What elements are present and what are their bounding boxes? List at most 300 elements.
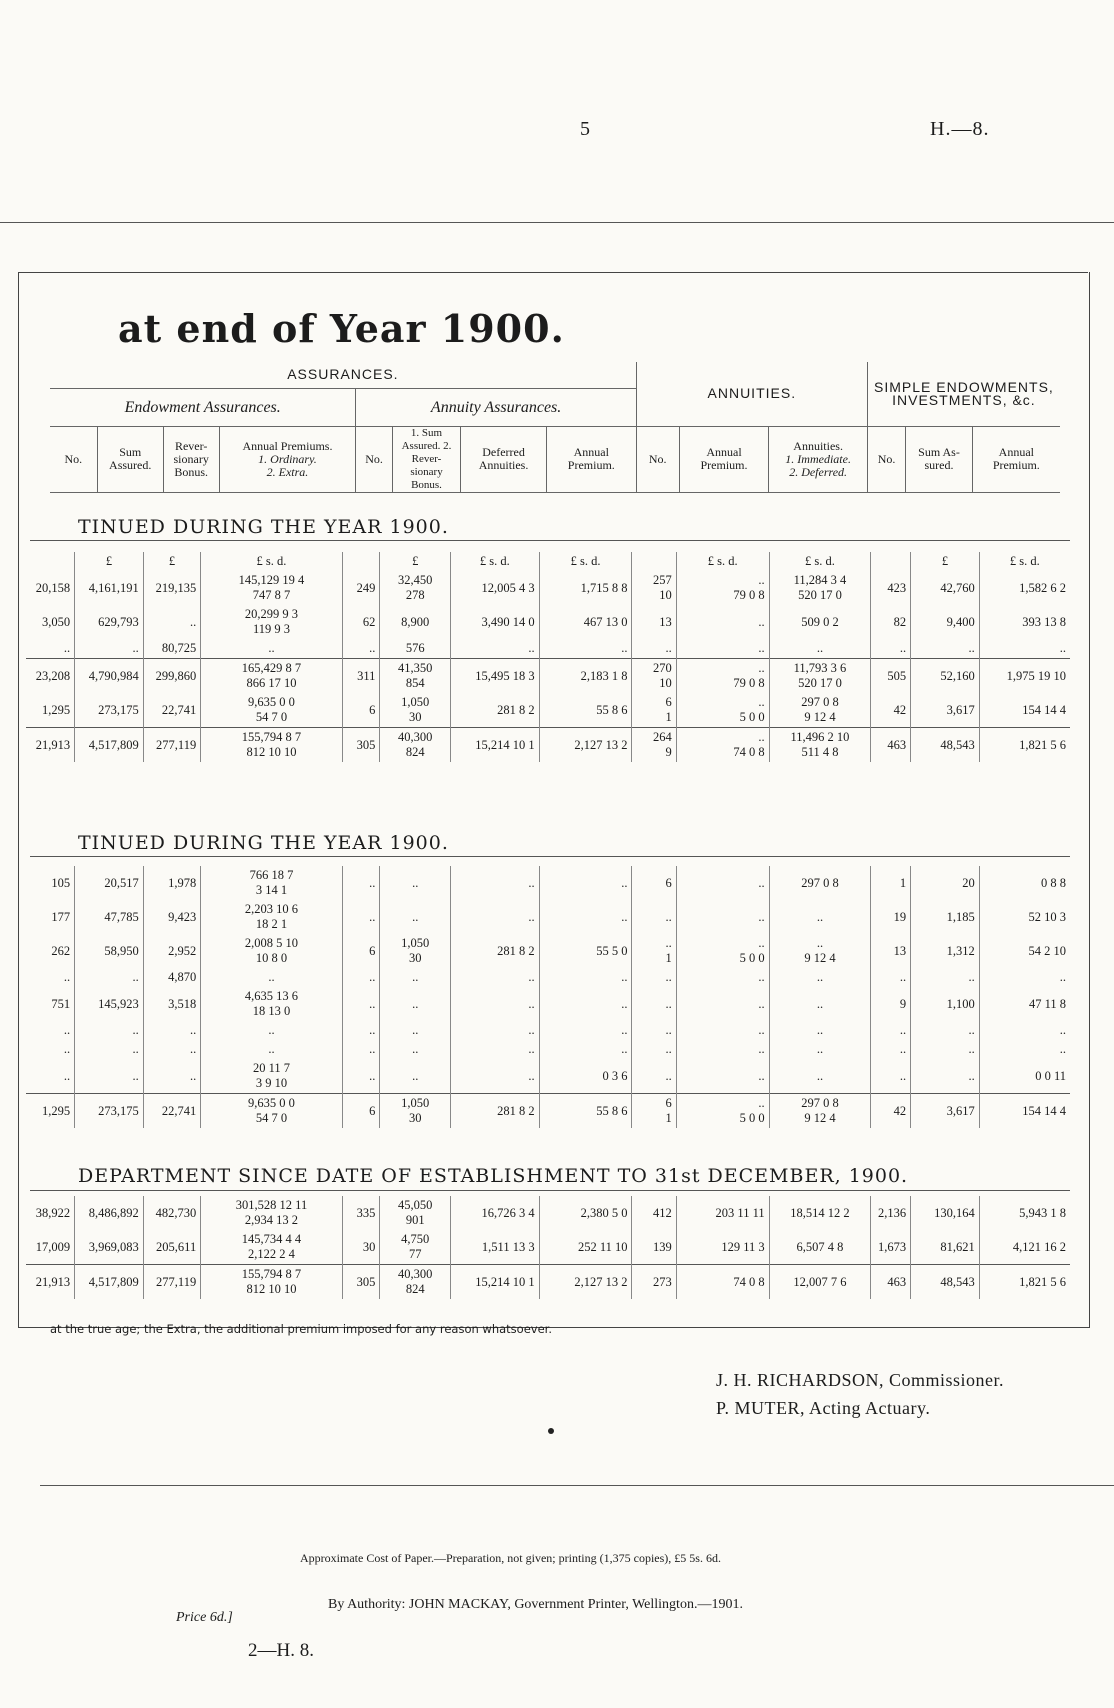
table-cell: .. xyxy=(871,1059,911,1094)
table-cell: .. xyxy=(451,866,539,900)
table-row xyxy=(26,968,1070,987)
table-cell: .. xyxy=(676,900,769,934)
table-cell: 20,158 xyxy=(35,580,71,595)
col-reversionary-bonus: Rever- sionary Bonus. xyxy=(163,426,219,492)
table-cell: .. xyxy=(539,987,632,1021)
table-row xyxy=(26,1059,1070,1094)
col-deferred-label: 2. Deferred. xyxy=(789,464,848,479)
table-cell: 299,860 xyxy=(143,659,201,694)
table-cell: 393 13 8 xyxy=(979,605,1070,639)
table-cell: 4,161,191 xyxy=(75,571,144,605)
table-cell: 1,582 6 2 xyxy=(979,571,1070,605)
section-heading-1: TINUED DURING THE YEAR 1900. xyxy=(78,516,449,538)
table-section-2 xyxy=(26,866,1070,1128)
table-cell: 0 8 8 xyxy=(979,866,1070,900)
table-cell: 105 xyxy=(51,875,71,890)
table-cell: 4,121 16 2 xyxy=(979,1230,1070,1265)
table-row xyxy=(26,693,1070,728)
col-immediate-label: 1. Immediate. xyxy=(785,451,851,466)
table-cell: 15,495 18 3 xyxy=(451,659,539,694)
table-cell: 21,913 xyxy=(26,728,75,763)
unit-cell: £ s. d. xyxy=(451,552,539,571)
table-cell: 2,380 5 0 xyxy=(539,1196,632,1230)
table-cell: .. xyxy=(342,987,380,1021)
table-cell: .. xyxy=(676,968,769,987)
table-cell: 423 xyxy=(871,571,911,605)
table-cell: .. xyxy=(75,968,144,987)
table-cell: 2,127 13 2 xyxy=(539,728,632,763)
table-cell: 9,635 0 0 54 7 0 xyxy=(201,1094,343,1129)
table-cell: 1,821 5 6 xyxy=(979,728,1070,763)
table-cell: 297 0 8 9 12 4 xyxy=(769,1094,871,1129)
unit-cell xyxy=(26,552,75,571)
table-cell: 48,543 xyxy=(911,1265,980,1300)
table-cell: 12,007 7 6 xyxy=(769,1265,871,1300)
table-cell: 751 xyxy=(51,996,71,1011)
table-cell: 1,715 8 8 xyxy=(539,571,632,605)
table-cell: 52,160 xyxy=(911,659,980,694)
table-cell: 4,517,809 xyxy=(75,1265,144,1300)
table-cell: 9,635 0 0 54 7 0 xyxy=(201,693,343,728)
unit-cell: £ s. d. xyxy=(769,552,871,571)
table-cell: .. xyxy=(342,968,380,987)
table-row xyxy=(26,1021,1070,1040)
table-cell: 1,050 30 xyxy=(380,1094,451,1129)
table-cell: 55 5 0 xyxy=(539,934,632,968)
table-cell: 11,793 3 6 520 17 0 xyxy=(769,659,871,694)
table-cell: 17,009 xyxy=(35,1239,71,1254)
section-2-rule xyxy=(30,856,1070,857)
table-cell: .. 5 0 0 xyxy=(676,934,769,968)
table-cell: .. xyxy=(911,1040,980,1059)
table-cell: 40,300 824 xyxy=(380,728,451,763)
table-cell: 155,794 8 7 812 10 10 xyxy=(201,728,343,763)
table-cell: 1,673 xyxy=(871,1230,911,1265)
table-row xyxy=(26,1094,1070,1129)
table-cell: 1,295 xyxy=(26,1094,75,1129)
table-cell: .. xyxy=(380,1040,451,1059)
table-cell: 467 13 0 xyxy=(539,605,632,639)
table-cell: 281 8 2 xyxy=(451,693,539,728)
sheet-number: 2—H. 8. xyxy=(248,1640,314,1661)
table-cell: .. xyxy=(979,968,1070,987)
table-cell: .. xyxy=(451,1040,539,1059)
table-cell: 2,952 xyxy=(143,934,201,968)
table-cell: 6 xyxy=(632,866,676,900)
table-cell: .. xyxy=(539,900,632,934)
simple-endowments-header: SIMPLE ENDOWMENTS, INVESTMENTS, &c. xyxy=(867,362,1060,426)
table-cell: 145,129 19 4 747 8 7 xyxy=(201,571,343,605)
table-cell: 145,734 4 4 2,122 2 4 xyxy=(201,1230,343,1265)
table-cell: 305 xyxy=(342,1265,380,1300)
table-cell: .. xyxy=(632,900,676,934)
table-cell: 203 11 11 xyxy=(676,1196,769,1230)
table-cell: .. xyxy=(979,1040,1070,1059)
table-row xyxy=(26,728,1070,763)
table-cell: .. xyxy=(632,1021,676,1040)
assurances-header: ASSURANCES. xyxy=(50,362,636,388)
table-cell: 23,208 xyxy=(26,659,75,694)
table-row xyxy=(26,605,1070,639)
table-cell: .. xyxy=(769,968,871,987)
table-cell: .. xyxy=(632,1040,676,1059)
table-cell: .. xyxy=(871,1040,911,1059)
table-cell: .. 79 0 8 xyxy=(676,659,769,694)
col-no-3: No. xyxy=(636,426,679,492)
table-cell: 6 1 xyxy=(632,693,676,728)
table-row xyxy=(26,866,1070,900)
table-cell: 154 14 4 xyxy=(979,1094,1070,1129)
table-cell: .. xyxy=(75,1040,144,1059)
table-cell: .. xyxy=(75,1059,144,1094)
price-note: Price 6d.] xyxy=(176,1610,233,1625)
table-cell: .. xyxy=(871,968,911,987)
table-cell: .. xyxy=(380,1059,451,1094)
table-cell: .. xyxy=(451,987,539,1021)
section-3-rule xyxy=(30,1190,1070,1191)
page-title: at end of Year 1900. xyxy=(118,306,565,351)
page-reference: H.—8. xyxy=(930,118,990,140)
table-cell: 766 18 7 3 14 1 xyxy=(201,866,343,900)
table-cell: .. xyxy=(676,1040,769,1059)
col-annuity-premium: Annual Premium. xyxy=(679,426,769,492)
table-cell: 155,794 8 7 812 10 10 xyxy=(201,1265,343,1300)
table-cell: 6 xyxy=(342,693,380,728)
table-cell: .. xyxy=(342,1040,380,1059)
table-cell: .. xyxy=(769,987,871,1021)
table-cell: 74 0 8 xyxy=(676,1265,769,1300)
table-row xyxy=(26,659,1070,694)
table-cell: 6 xyxy=(342,1094,380,1129)
col-annual-premium: Annual Premium. xyxy=(546,426,636,492)
table-cell: 273 xyxy=(632,1265,676,1300)
table-cell: .. xyxy=(143,1040,201,1059)
table-cell: 5,943 1 8 xyxy=(979,1196,1070,1230)
table-cell: .. xyxy=(979,639,1070,659)
table-cell: 264 9 xyxy=(632,728,676,763)
unit-cell: £ xyxy=(380,552,451,571)
table-cell: 32,450 278 xyxy=(380,571,451,605)
table-cell: 4,870 xyxy=(143,968,201,987)
page-number: 5 xyxy=(580,118,590,140)
table-cell: 2,127 13 2 xyxy=(539,1265,632,1300)
table-cell: 3,617 xyxy=(911,1094,980,1129)
table-cell: .. xyxy=(63,641,71,655)
table-cell: .. xyxy=(380,1021,451,1040)
table-cell: 311 xyxy=(342,659,380,694)
table-cell: 11,284 3 4 520 17 0 xyxy=(769,571,871,605)
table-row xyxy=(26,900,1070,934)
unit-cell xyxy=(342,552,380,571)
table-cell: .. xyxy=(380,866,451,900)
authority-line: By Authority: JOHN MACKAY, Government Printer, Wellington.—1901. xyxy=(328,1597,743,1612)
table-cell: 154 14 4 xyxy=(979,693,1070,728)
table-cell: .. xyxy=(380,968,451,987)
table-cell: .. xyxy=(342,1021,380,1040)
table-cell: .. xyxy=(342,900,380,934)
table-cell: 8,900 xyxy=(380,605,451,639)
table-cell: .. 5 0 0 xyxy=(676,693,769,728)
table-cell: 16,726 3 4 xyxy=(451,1196,539,1230)
table-cell: .. xyxy=(769,639,871,659)
table-cell: 42 xyxy=(871,1094,911,1129)
table-cell: 463 xyxy=(871,728,911,763)
table-cell: .. xyxy=(632,639,676,659)
table-cell: .. xyxy=(451,968,539,987)
table-cell: .. xyxy=(632,987,676,1021)
table-cell: 1,821 5 6 xyxy=(979,1265,1070,1300)
table-cell: 130,164 xyxy=(911,1196,980,1230)
table-cell: 252 11 10 xyxy=(539,1230,632,1265)
table-cell: .. xyxy=(201,1021,343,1040)
table-cell: 1 xyxy=(871,866,911,900)
table-cell: 3,050 xyxy=(42,614,71,629)
table-cell: 12,005 4 3 xyxy=(451,571,539,605)
table-cell: 0 0 11 xyxy=(979,1059,1070,1094)
table-cell: 277,119 xyxy=(143,1265,201,1300)
table-cell: .. xyxy=(201,968,343,987)
table-cell: 52 10 3 xyxy=(979,900,1070,934)
table-cell: 9 xyxy=(871,987,911,1021)
column-headers xyxy=(50,362,1060,493)
table-cell: 20,299 9 3 119 9 3 xyxy=(201,605,343,639)
col-no: No. xyxy=(50,426,97,492)
table-cell: 42,760 xyxy=(911,571,980,605)
unit-cell: £ xyxy=(143,552,201,571)
unit-cell: £ s. d. xyxy=(676,552,769,571)
col-simple-premium: Annual Premium. xyxy=(972,426,1060,492)
table-cell: 22,741 xyxy=(143,693,201,728)
table-cell: 62 xyxy=(342,605,380,639)
signature-commissioner: J. H. RICHARDSON, Commissioner. xyxy=(716,1370,1005,1390)
table-cell: 40,300 824 xyxy=(380,1265,451,1300)
signature-actuary: P. MUTER, Acting Actuary. xyxy=(716,1398,931,1418)
table-cell: 262 xyxy=(51,943,71,958)
table-cell: .. xyxy=(676,866,769,900)
col-annual-premiums xyxy=(219,426,356,492)
table-cell: 1,511 13 3 xyxy=(451,1230,539,1265)
table-cell: 38,922 xyxy=(35,1205,71,1220)
table-cell: .. xyxy=(75,1021,144,1040)
unit-cell: £ xyxy=(911,552,980,571)
table-section-3 xyxy=(26,1196,1070,1299)
table-cell: 297 0 8 9 12 4 xyxy=(769,693,871,728)
table-cell: 20 11 7 3 9 10 xyxy=(201,1059,343,1094)
table-cell: 509 0 2 xyxy=(769,605,871,639)
table-cell: .. xyxy=(632,968,676,987)
table-cell: 47,785 xyxy=(75,900,144,934)
table-cell: 177 xyxy=(51,909,71,924)
table-cell: 281 8 2 xyxy=(451,934,539,968)
table-cell: 505 xyxy=(871,659,911,694)
table-cell: 273,175 xyxy=(75,1094,144,1129)
endowment-assurances-header: Endowment Assurances. xyxy=(50,388,356,426)
col-sum-as-sured: Sum As- sured. xyxy=(906,426,972,492)
section-1-rule xyxy=(30,540,1070,541)
table-cell: 82 xyxy=(871,605,911,639)
table-cell: .. xyxy=(451,639,539,659)
table-cell: 249 xyxy=(342,571,380,605)
table-cell: .. xyxy=(676,987,769,1021)
unit-cell: £ s. d. xyxy=(979,552,1070,571)
table-row xyxy=(26,1265,1070,1300)
table-row xyxy=(26,1040,1070,1059)
table-cell: .. xyxy=(871,1021,911,1040)
table-cell: .. xyxy=(380,900,451,934)
table-cell: .. xyxy=(201,639,343,659)
table-row xyxy=(26,934,1070,968)
table-cell: .. xyxy=(769,900,871,934)
table-cell: 19 xyxy=(871,900,911,934)
table-cell: 9,423 xyxy=(143,900,201,934)
table-cell: 6 1 xyxy=(632,1094,676,1129)
table-cell: 20,517 xyxy=(75,866,144,900)
table-cell: 257 10 xyxy=(632,571,676,605)
table-cell: 1,185 xyxy=(911,900,980,934)
table-cell: 11,496 2 10 511 4 8 xyxy=(769,728,871,763)
col-deferred-annuities: Deferred Annuities. xyxy=(461,426,547,492)
table-cell: 42 xyxy=(871,693,911,728)
table-cell: 273,175 xyxy=(75,693,144,728)
table-cell: .. 5 0 0 xyxy=(676,1094,769,1129)
table-cell: 576 xyxy=(380,639,451,659)
table-cell: 2,203 10 6 18 2 1 xyxy=(201,900,343,934)
table-cell: .. xyxy=(911,639,980,659)
table-cell: .. xyxy=(769,1021,871,1040)
table-cell: 81,621 xyxy=(911,1230,980,1265)
table-cell: 4,750 77 xyxy=(380,1230,451,1265)
table-row xyxy=(26,639,1070,659)
table-cell: 6,507 4 8 xyxy=(769,1230,871,1265)
table-cell: 6 xyxy=(342,934,380,968)
col-no-2: No. xyxy=(356,426,392,492)
table-cell: 1,295 xyxy=(42,702,71,717)
table-cell: 4,517,809 xyxy=(75,728,144,763)
col-annual-premiums-label: Annual Premiums. xyxy=(242,438,333,453)
table-cell: 1,050 30 xyxy=(380,934,451,968)
table-row xyxy=(26,571,1070,605)
table-cell: .. xyxy=(143,1059,201,1094)
table-cell: .. xyxy=(979,1021,1070,1040)
table-cell: .. xyxy=(451,1059,539,1094)
col-no-4: No. xyxy=(867,426,906,492)
table-cell: 139 xyxy=(632,1230,676,1265)
table-cell: 305 xyxy=(342,728,380,763)
table-cell: 54 2 10 xyxy=(979,934,1070,968)
table-cell: .. xyxy=(539,1021,632,1040)
table-cell: .. xyxy=(75,639,144,659)
table-cell: 205,611 xyxy=(143,1230,201,1265)
table-cell: 2,183 1 8 xyxy=(539,659,632,694)
table-cell: .. xyxy=(63,1068,71,1083)
table-cell: 1,975 19 10 xyxy=(979,659,1070,694)
table-cell: 270 10 xyxy=(632,659,676,694)
table-cell: 41,350 854 xyxy=(380,659,451,694)
unit-cell xyxy=(632,552,676,571)
table-cell: .. xyxy=(63,970,71,984)
table-cell: .. xyxy=(201,1040,343,1059)
table-cell: .. xyxy=(769,1059,871,1094)
table-cell: 3,617 xyxy=(911,693,980,728)
unit-cell xyxy=(871,552,911,571)
table-cell: 301,528 12 11 2,934 13 2 xyxy=(201,1196,343,1230)
col-annuities-label: Annuities. xyxy=(793,438,843,453)
table-cell: 18,514 12 2 xyxy=(769,1196,871,1230)
table-cell: .. xyxy=(911,1021,980,1040)
table-cell: 129 11 3 xyxy=(676,1230,769,1265)
table-cell: .. xyxy=(539,866,632,900)
table-cell: 3,969,083 xyxy=(75,1230,144,1265)
table-cell: 47 11 8 xyxy=(979,987,1070,1021)
table-cell: 13 xyxy=(871,934,911,968)
table-cell: 2,008 5 10 10 8 0 xyxy=(201,934,343,968)
table-cell: 9,400 xyxy=(911,605,980,639)
table-cell: .. 9 12 4 xyxy=(769,934,871,968)
table-cell: .. xyxy=(911,1059,980,1094)
table-cell: .. xyxy=(632,1059,676,1094)
col-ordinary-label: 1. Ordinary. xyxy=(258,451,317,466)
table-cell: 13 xyxy=(632,605,676,639)
table-cell: .. xyxy=(342,639,380,659)
table-cell: .. xyxy=(539,639,632,659)
table-cell: .. xyxy=(451,900,539,934)
table-cell: .. xyxy=(871,639,911,659)
table-cell: .. xyxy=(380,987,451,1021)
table-cell: .. xyxy=(676,605,769,639)
table-cell: 219,135 xyxy=(143,571,201,605)
table-cell: 8,486,892 xyxy=(75,1196,144,1230)
table-cell: 2,136 xyxy=(871,1196,911,1230)
unit-cell: £ s. d. xyxy=(539,552,632,571)
table-cell: 463 xyxy=(871,1265,911,1300)
table-cell: .. xyxy=(451,1021,539,1040)
table-cell: 15,214 10 1 xyxy=(451,1265,539,1300)
table-cell: .. xyxy=(342,866,380,900)
bottom-rule xyxy=(40,1485,1114,1486)
cost-note: Approximate Cost of Paper.—Preparation, not given; printing (1,375 copies), £5 5s. 6d. xyxy=(300,1551,721,1565)
unit-cell: £ xyxy=(75,552,144,571)
annuities-header: ANNUITIES. xyxy=(636,362,867,426)
table-cell: .. xyxy=(143,605,201,639)
table-cell: 629,793 xyxy=(75,605,144,639)
table-cell: 58,950 xyxy=(75,934,144,968)
table-cell: .. xyxy=(63,1023,71,1037)
table-cell: .. xyxy=(342,1059,380,1094)
table-cell: .. xyxy=(676,1059,769,1094)
table-cell: 48,543 xyxy=(911,728,980,763)
table-cell: 4,790,984 xyxy=(75,659,144,694)
table-cell: 482,730 xyxy=(143,1196,201,1230)
table-cell: 1,312 xyxy=(911,934,980,968)
table-cell: .. xyxy=(676,639,769,659)
table-row xyxy=(26,1196,1070,1230)
table-cell: 0 3 6 xyxy=(539,1059,632,1094)
col-sum-assured: Sum Assured. xyxy=(97,426,163,492)
table-cell: 15,214 10 1 xyxy=(451,728,539,763)
section-heading-2: TINUED DURING THE YEAR 1900. xyxy=(78,832,449,854)
table-cell: 21,913 xyxy=(26,1265,75,1300)
table-cell: 165,429 8 7 866 17 10 xyxy=(201,659,343,694)
table-cell: .. 79 0 8 xyxy=(676,571,769,605)
table-cell: .. xyxy=(63,1042,71,1056)
table-cell: 55 8 6 xyxy=(539,1094,632,1129)
table-cell: 30 xyxy=(342,1230,380,1265)
unit-cell: £ s. d. xyxy=(201,552,343,571)
table-cell: .. 74 0 8 xyxy=(676,728,769,763)
table-row xyxy=(26,987,1070,1021)
table-cell: 45,050 901 xyxy=(380,1196,451,1230)
table-cell: 1,050 30 xyxy=(380,693,451,728)
